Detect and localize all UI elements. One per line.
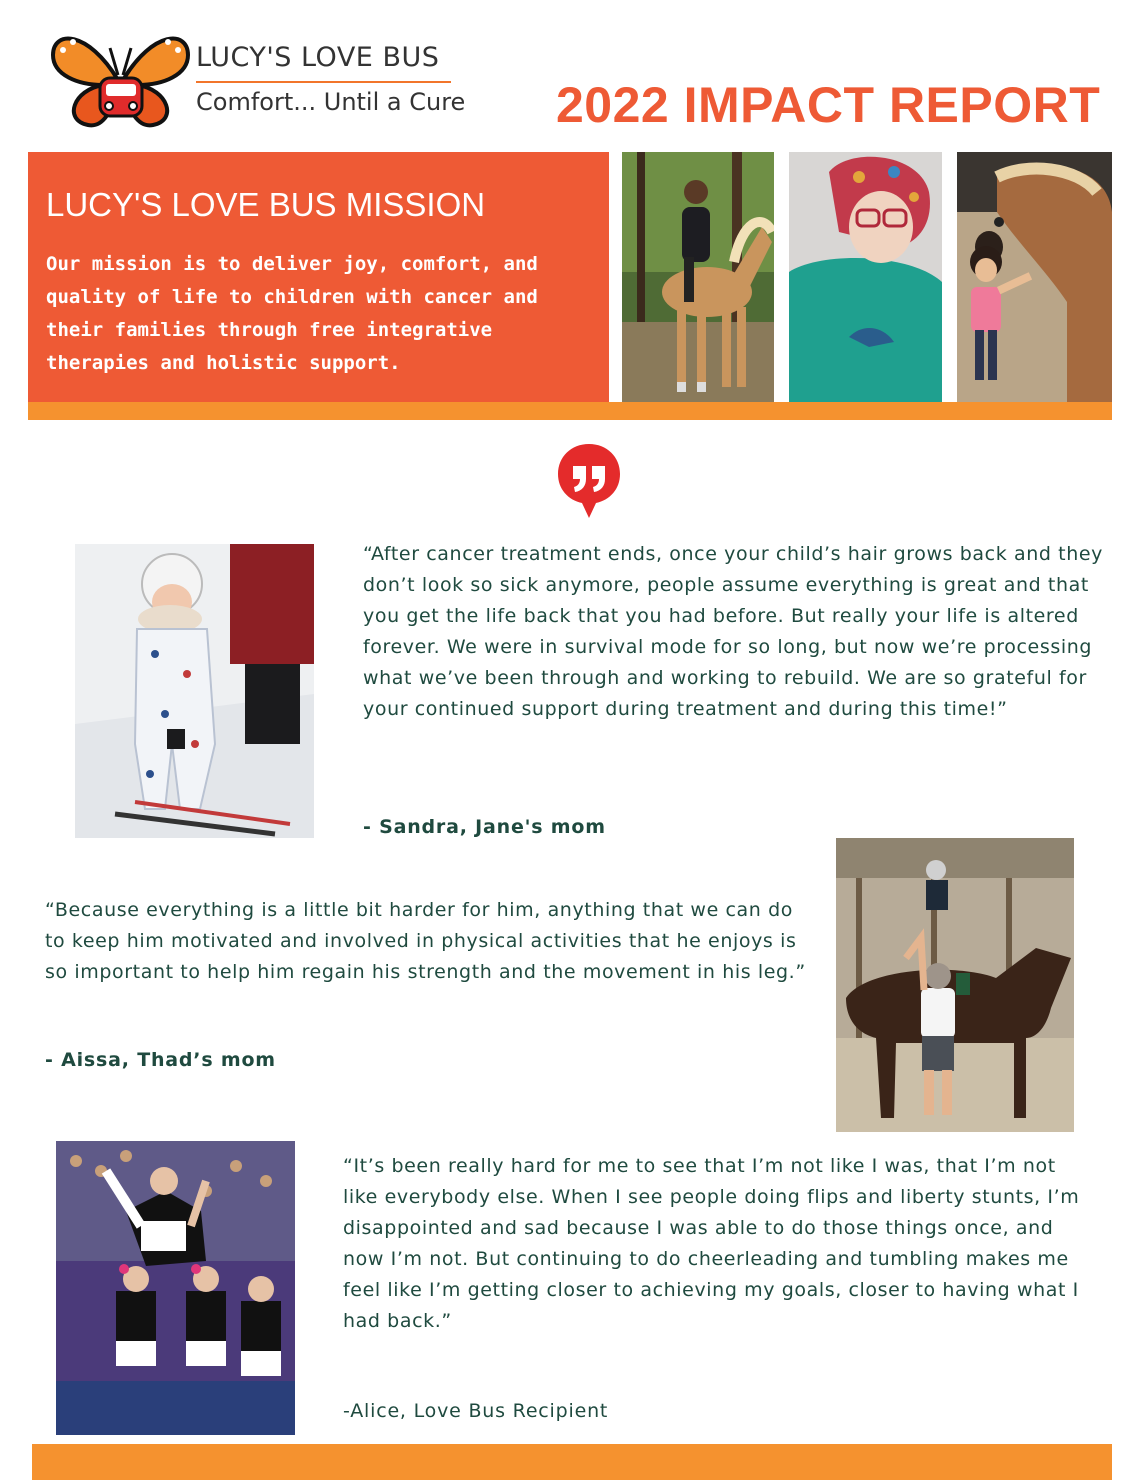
testimonial-quote: “Because everything is a little bit harder for him, anything that we can do to keep him motivated and involved in physical activities that he enjoys is so important to help him regain his strength and the movement in his leg.” [45,899,806,983]
orange-divider-bar [28,402,1112,420]
mission-box [28,152,609,402]
report-title: 2022 IMPACT REPORT [556,77,1101,133]
testimonial-quote: “It’s been really hard for me to see that I’m not like I was, that I’m not like everybody else. When I see people doing flips and liberty stunts, I’m disappointed and sad because I was able to do those things once, and now I’m not. But continuing to do cheerleading and tumbling makes me feel like I’m getting closer to achieving my goals, closer to having what I had back.” [343,1155,1080,1332]
photo-child-horse [957,152,1112,402]
logo-name: LUCY'S LOVE BUS [196,42,440,73]
mission-text: Our mission is to deliver joy, comfort, and quality of life to children with cancer and their families through free integrative therapies and holistic support. [46,253,538,374]
testimonial-quote: “After cancer treatment ends, once your child’s hair grows back and they don’t look so sick anymore, people assume everything is great and that you get the life back that you had before. But really your life is altered forever. We were in survival mode for so long, but now we’re processing what we’ve been through and working to rebuild. We are so grateful for your continued support during treatment and during this time!” [363,543,1103,720]
logo [48,30,468,130]
photo-girl-headscarf [789,152,942,402]
photo-cheerleaders [56,1141,295,1435]
quote-mark-icon [556,442,622,520]
butterfly-bus-logo-icon [48,30,193,130]
testimonial-attribution: - Sandra, Jane's mom [363,816,606,838]
bottom-orange-bar [32,1444,1112,1480]
logo-tagline: Comfort... Until a Cure [196,88,466,116]
logo-divider [196,81,451,83]
mission-heading: LUCY'S LOVE BUS MISSION [46,186,486,223]
testimonial-attribution: -Alice, Love Bus Recipient [343,1400,609,1422]
photo-horse-arena [836,838,1074,1132]
photo-child-skiing [75,544,314,838]
photo-horse-rider [622,152,774,402]
testimonial-attribution: - Aissa, Thad’s mom [45,1049,276,1071]
